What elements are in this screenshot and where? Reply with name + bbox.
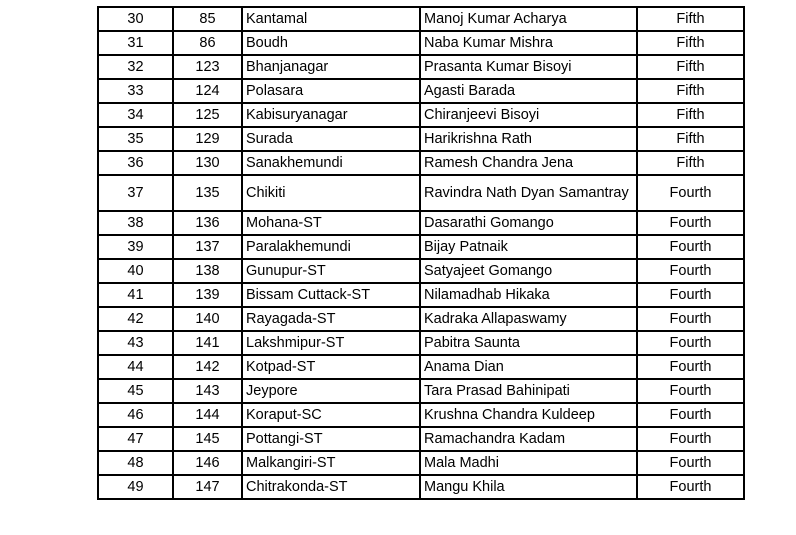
ac-number-cell: 147 [173,475,242,499]
candidate-name-cell: Dasarathi Gomango [420,211,637,235]
candidate-name-cell: Pabitra Saunta [420,331,637,355]
candidate-name-cell: Satyajeet Gomango [420,259,637,283]
serial-number-cell: 46 [98,403,173,427]
candidate-name-cell: Chiranjeevi Bisoyi [420,103,637,127]
serial-number-cell: 37 [98,175,173,211]
phase-cell: Fourth [637,175,744,211]
candidate-name-cell: Agasti Barada [420,79,637,103]
constituency-cell: Malkangiri-ST [242,451,420,475]
phase-cell: Fourth [637,355,744,379]
table-row [98,211,744,235]
constituency-cell: Bhanjanagar [242,55,420,79]
phase-cell: Fourth [637,451,744,475]
table-row [98,331,744,355]
ac-number-cell: 146 [173,451,242,475]
table-row [98,55,744,79]
phase-cell: Fourth [637,379,744,403]
table-row [98,127,744,151]
ac-number-cell: 135 [173,175,242,211]
ac-number-cell: 129 [173,127,242,151]
candidate-name-cell: Naba Kumar Mishra [420,31,637,55]
table-row [98,79,744,103]
constituency-cell: Chikiti [242,175,420,211]
phase-cell: Fifth [637,127,744,151]
phase-cell: Fourth [637,307,744,331]
table-row [98,355,744,379]
serial-number-cell: 35 [98,127,173,151]
candidate-name-cell: Anama Dian [420,355,637,379]
serial-number-cell: 40 [98,259,173,283]
phase-cell: Fifth [637,55,744,79]
phase-cell: Fifth [637,151,744,175]
table-row [98,427,744,451]
candidate-name-cell: Mala Madhi [420,451,637,475]
serial-number-cell: 48 [98,451,173,475]
table-row [98,151,744,175]
serial-number-cell: 41 [98,283,173,307]
phase-cell: Fourth [637,331,744,355]
constituency-cell: Sanakhemundi [242,151,420,175]
serial-number-cell: 44 [98,355,173,379]
table-row [98,379,744,403]
ac-number-cell: 136 [173,211,242,235]
ac-number-cell: 143 [173,379,242,403]
phase-cell: Fourth [637,235,744,259]
ac-number-cell: 125 [173,103,242,127]
constituency-cell: Chitrakonda-ST [242,475,420,499]
serial-number-cell: 42 [98,307,173,331]
candidate-name-cell: Bijay Patnaik [420,235,637,259]
table-row [98,259,744,283]
ac-number-cell: 123 [173,55,242,79]
table-row [98,475,744,499]
ac-number-cell: 139 [173,283,242,307]
candidate-name-cell: Ravindra Nath Dyan Samantray [420,175,637,211]
ac-number-cell: 86 [173,31,242,55]
constituency-cell: Gunupur-ST [242,259,420,283]
constituency-cell: Kabisuryanagar [242,103,420,127]
ac-number-cell: 130 [173,151,242,175]
ac-number-cell: 137 [173,235,242,259]
serial-number-cell: 32 [98,55,173,79]
serial-number-cell: 47 [98,427,173,451]
ac-number-cell: 124 [173,79,242,103]
serial-number-cell: 45 [98,379,173,403]
candidate-name-cell: Manoj Kumar Acharya [420,7,637,31]
serial-number-cell: 31 [98,31,173,55]
serial-number-cell: 38 [98,211,173,235]
candidate-name-cell: Harikrishna Rath [420,127,637,151]
constituency-cell: Mohana-ST [242,211,420,235]
serial-number-cell: 39 [98,235,173,259]
ac-number-cell: 141 [173,331,242,355]
candidate-name-cell: Tara Prasad Bahinipati [420,379,637,403]
phase-cell: Fourth [637,475,744,499]
phase-cell: Fourth [637,259,744,283]
table-row [98,283,744,307]
candidate-table [97,6,745,500]
table-row [98,451,744,475]
ac-number-cell: 145 [173,427,242,451]
phase-cell: Fourth [637,211,744,235]
serial-number-cell: 49 [98,475,173,499]
constituency-cell: Boudh [242,31,420,55]
table-row [98,307,744,331]
candidate-name-cell: Ramesh Chandra Jena [420,151,637,175]
candidate-name-cell: Mangu Khila [420,475,637,499]
phase-cell: Fifth [637,103,744,127]
phase-cell: Fourth [637,427,744,451]
ac-number-cell: 140 [173,307,242,331]
constituency-cell: Kotpad-ST [242,355,420,379]
table-row [98,103,744,127]
constituency-cell: Surada [242,127,420,151]
phase-cell: Fifth [637,7,744,31]
candidate-name-cell: Krushna Chandra Kuldeep [420,403,637,427]
candidate-name-cell: Ramachandra Kadam [420,427,637,451]
serial-number-cell: 34 [98,103,173,127]
constituency-cell: Polasara [242,79,420,103]
table-row [98,235,744,259]
constituency-cell: Jeypore [242,379,420,403]
constituency-cell: Lakshmipur-ST [242,331,420,355]
phase-cell: Fourth [637,283,744,307]
constituency-cell: Koraput-SC [242,403,420,427]
candidate-table-body [98,7,744,499]
table-row [98,403,744,427]
candidate-name-cell: Kadraka Allapaswamy [420,307,637,331]
phase-cell: Fifth [637,31,744,55]
constituency-cell: Kantamal [242,7,420,31]
serial-number-cell: 36 [98,151,173,175]
constituency-cell: Pottangi-ST [242,427,420,451]
ac-number-cell: 144 [173,403,242,427]
table-row [98,7,744,31]
constituency-cell: Rayagada-ST [242,307,420,331]
ac-number-cell: 85 [173,7,242,31]
constituency-cell: Bissam Cuttack-ST [242,283,420,307]
candidate-name-cell: Prasanta Kumar Bisoyi [420,55,637,79]
constituency-cell: Paralakhemundi [242,235,420,259]
ac-number-cell: 138 [173,259,242,283]
ac-number-cell: 142 [173,355,242,379]
phase-cell: Fourth [637,403,744,427]
serial-number-cell: 30 [98,7,173,31]
table-row [98,175,744,211]
candidate-name-cell: Nilamadhab Hikaka [420,283,637,307]
serial-number-cell: 43 [98,331,173,355]
serial-number-cell: 33 [98,79,173,103]
phase-cell: Fifth [637,79,744,103]
table-row [98,31,744,55]
